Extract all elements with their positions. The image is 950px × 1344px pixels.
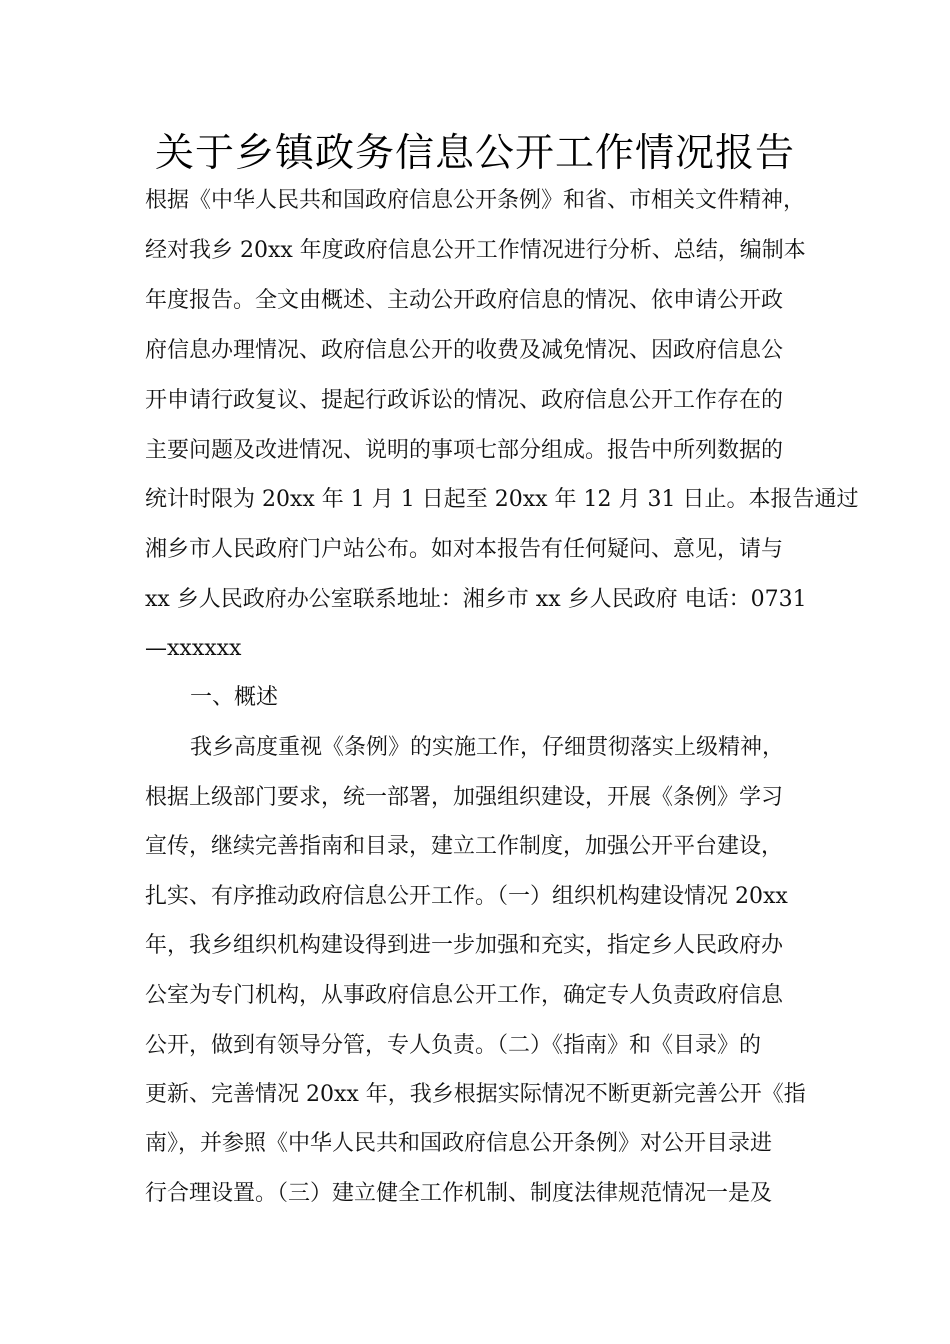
document-title: 关于乡镇政务信息公开工作情况报告 <box>154 131 795 176</box>
body-line: 湘乡市人民政府门户站公布。如对本报告有任何疑问、意见，请与 <box>145 537 784 562</box>
body-line: 我乡高度重视《条例》的实施工作，仔细贯彻落实上级精神， <box>190 735 785 760</box>
body-line: 行合理设置。（三）建立健全工作机制、制度法律规范情况一是及 <box>145 1181 773 1206</box>
body-line: 公开，做到有领导分管，专人负责。（二）《指南》和《目录》的 <box>145 1033 762 1058</box>
body-line: 公室为专门机构，从事政府信息公开工作，确定专人负责政府信息 <box>145 983 784 1008</box>
body-line: 根据《中华人民共和国政府信息公开条例》和省、市相关文件精神， <box>145 188 806 213</box>
body-line: 年，我乡组织机构建设得到进一步加强和充实，指定乡人民政府办 <box>145 933 784 958</box>
body-line: 扎实、有序推动政府信息公开工作。（一）组织机构建设情况 20xx <box>145 884 788 909</box>
body-line: 统计时限为 20xx 年 1 月 1 日起至 20xx 年 12 月 31 日止。本报告通过 <box>145 487 859 512</box>
body-line: 年度报告。全文由概述、主动公开政府信息的情况、依申请公开政 <box>145 288 784 313</box>
body-line: 开申请行政复议、提起行政诉讼的情况、政府信息公开工作存在的 <box>145 388 784 413</box>
body-line: 宣传，继续完善指南和目录，建立工作制度，加强公开平台建设， <box>145 834 784 859</box>
body-line: 更新、完善情况 20xx 年，我乡根据实际情况不断更新完善公开《指 <box>145 1082 806 1107</box>
body-line: 经对我乡 20xx 年度政府信息公开工作情况进行分析、总结，编制本 <box>145 238 806 263</box>
body-line: xx 乡人民政府办公室联系地址：湘乡市 xx 乡人民政府 电话：0731 <box>145 587 807 612</box>
body-line: —xxxxxx <box>145 636 242 661</box>
body-line: 主要问题及改进情况、说明的事项七部分组成。报告中所列数据的 <box>145 438 784 463</box>
section-heading: 一、概述 <box>190 685 279 710</box>
body-line: 府信息办理情况、政府信息公开的收费及减免情况、因政府信息公 <box>145 338 784 363</box>
body-line: 根据上级部门要求，统一部署，加强组织建设，开展《条例》学习 <box>145 785 784 810</box>
body-line: 南》，并参照《中华人民共和国政府信息公开条例》对公开目录进 <box>145 1131 773 1156</box>
